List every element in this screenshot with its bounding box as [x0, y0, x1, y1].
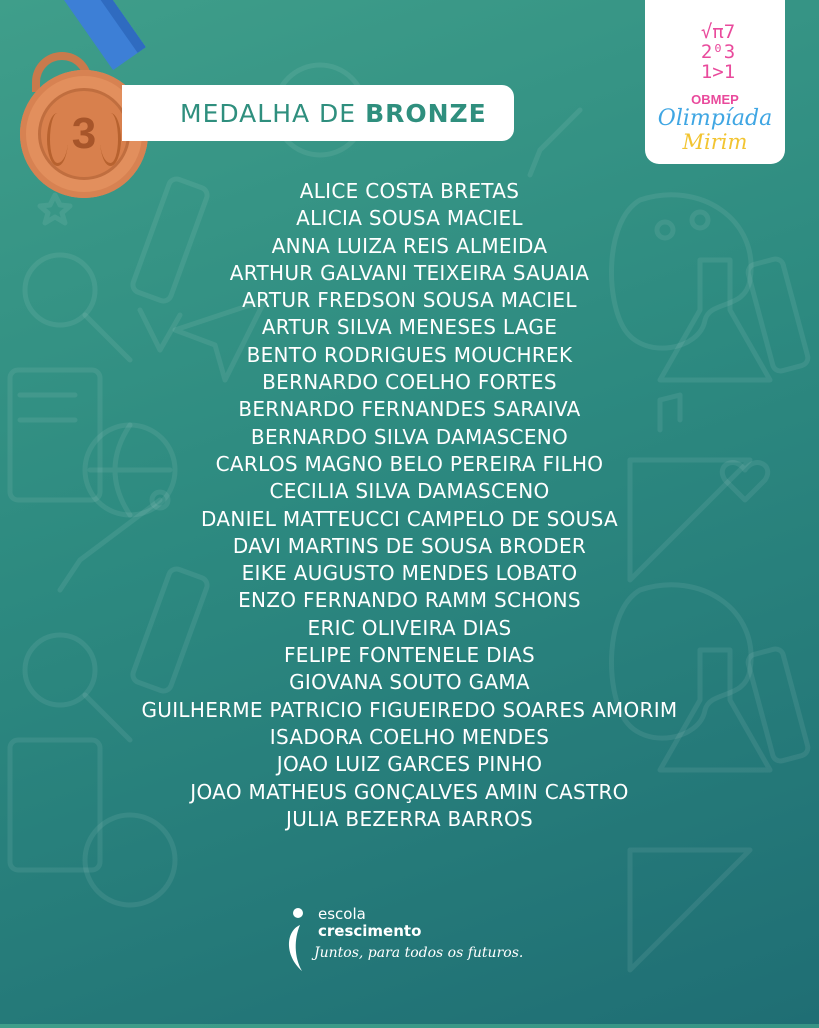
medal-center — [38, 88, 130, 180]
logo-digits-line2: 2⁰3 — [700, 41, 736, 63]
logo-digits-line1: √π7 — [700, 21, 736, 43]
list-item: JOAO MATHEUS GONÇALVES AMIN CASTRO — [190, 779, 629, 804]
title-prefix: MEDALHA DE — [180, 98, 366, 128]
list-item: FELIPE FONTENELE DIAS — [283, 643, 535, 668]
compass-doodle-icon-2 — [530, 110, 580, 175]
page-title — [180, 99, 487, 128]
logo-mirim-text: Mirim — [682, 130, 748, 154]
logo-math-glyphs — [685, 22, 751, 82]
list-item: CECILIA SILVA DAMASCENO — [269, 479, 550, 504]
list-item: ALICE COSTA BRETAS — [299, 179, 520, 203]
footer-escola-text: escola — [318, 905, 366, 923]
list-item: DAVI MARTINS DE SOUSA BRODER — [232, 533, 587, 558]
crescimento-mark-icon — [282, 905, 312, 975]
logo-digits-line3: 1>1 — [700, 61, 736, 83]
list-item: CARLOS MAGNO BELO PEREIRA FILHO — [215, 451, 604, 476]
list-item: BERNARDO FERNANDES SARAIVA — [238, 397, 581, 422]
footer-tagline: Juntos, para todos os futuros. — [314, 945, 524, 961]
logo-obmep-text: OBMEP — [691, 92, 739, 107]
list-item: ENZO FERNANDO RAMM SCHONS — [238, 588, 581, 613]
title-bold: BRONZE — [365, 98, 487, 128]
obmep-mirim-logo — [645, 0, 785, 164]
list-item: ANNA LUIZA REIS ALMEIDA — [271, 233, 548, 258]
footer-crescimento-text: crescimento — [318, 922, 422, 940]
medalist-names-list — [0, 178, 819, 833]
medal-number: 3 — [71, 109, 97, 158]
logo-olimpiada-text: Olimpíada — [657, 106, 773, 131]
list-item: BENTO RODRIGUES MOUCHREK — [246, 342, 573, 367]
escola-crescimento-logo — [282, 905, 522, 985]
triangle-ruler-doodle-icon-2 — [630, 850, 750, 970]
list-item: ALICIA SOUSA MACIEL — [296, 206, 523, 231]
list-item: JULIA BEZERRA BARROS — [286, 806, 533, 831]
list-item: EIKE AUGUSTO MENDES LOBATO — [241, 561, 578, 586]
list-item: ISADORA COELHO MENDES — [269, 724, 550, 749]
laurel-right-icon — [100, 113, 121, 166]
list-item: ARTHUR GALVANI TEIXEIRA SAUAIA — [229, 260, 590, 285]
list-item: ERIC OLIVEIRA DIAS — [307, 615, 512, 640]
list-item: BERNARDO SILVA DAMASCENO — [250, 424, 569, 449]
list-item: GUILHERME PATRICIO FIGUEIREDO SOARES AMORIM — [141, 697, 678, 722]
list-item: ARTUR FREDSON SOUSA MACIEL — [242, 288, 577, 313]
list-item: ARTUR SILVA MENESES LAGE — [261, 315, 558, 340]
list-item: GIOVANA SOUTO GAMA — [289, 670, 530, 695]
title-banner — [122, 85, 514, 141]
list-item: BERNARDO COELHO FORTES — [262, 370, 557, 395]
list-item: DANIEL MATTEUCCI CAMPELO DE SOUSA — [201, 506, 618, 531]
laurel-left-icon — [47, 113, 68, 166]
list-item: JOAO LUIZ GARCES PINHO — [276, 752, 543, 777]
